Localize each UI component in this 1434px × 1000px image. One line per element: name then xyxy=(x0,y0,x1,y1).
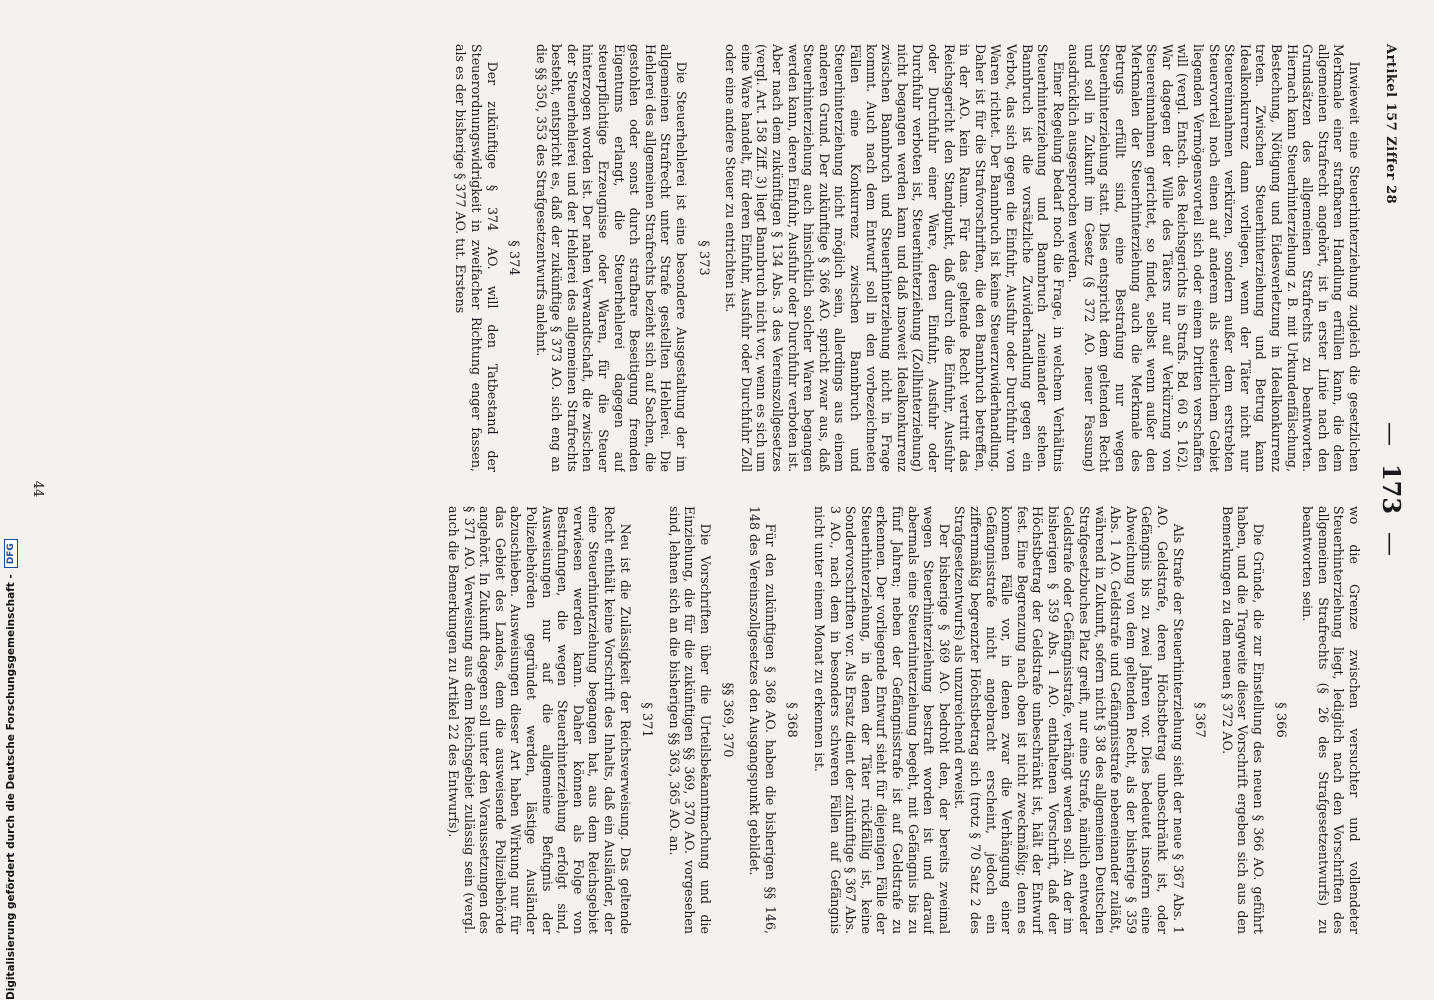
paragraph: Für den zukünftigen § 368 AO. haben die bisherigen §§ 146, 148 des Vereinszollgesetzes den Ausgangspunkt gebildet. xyxy=(747,506,778,934)
paragraph: Die Vorschriften über die Urteilsbekanntmachung und die Einziehung, die für die zukünftigen §§ 369, 370 AO. vorgesehen sind, lehnen sich an die bisherigen §§ 363, 365 AO. an. xyxy=(666,506,714,934)
paragraph: Der bisherige § 369 AO. bedroht den, der bereits zweimal wegen Steuerhinterziehung bestraft worden ist und darauf abermals eine Steuerhinterziehung begeht, mit Gefängnis bis zu fünf Jahren; neben der Gefängnisstrafe ist auf Geldstrafe zu erkennen. Der vorliegende Entwurf sieht für diejenigen Fälle der Steuerhinterziehung, in denen der Täter rückfällig ist, keine Sondervorschriften vor. Als Ersatz dient der zukünftige § 367 Abs. 3 AO., nach dem in besonders schweren Fällen auf Gefängnis nicht unter einem Monat zu erkennen ist. xyxy=(812,506,952,934)
credit-line xyxy=(4,539,18,1000)
paragraph: wo die Grenze zwischen versuchter und vollendeter Steuerhinterziehung liegt, lediglich nach den Vorschriften des allgemeinen Strafrechts (§ 26 des Strafgesetzentwurfs) zu beantworten sein. xyxy=(1300,506,1362,934)
paragraph: Neu ist die Zulässigkeit der Reichsverweisung. Das geltende Recht enthält keine Vorschrift des Inhalts, daß ein Ausländer, der eine Steuerhinterziehung begangen hat, aus dem Reichsgebiet verwiesen werden kann. Daher können als Folge von Bestrafungen, die wegen Steuerhinterziehung erfolgt sind, Ausweisungen nur auf die allgemeine Befugnis der Polizeibehörden gegründet werden, lästige Ausländer abzuschieben. Ausweisungen dieser Art haben Wirkung nur für das Gebiet des Landes, dem die ausweisende Polizeibehörde angehört. In Zukunft dagegen soll unter den Voraussetzungen des § 371 AO. Verweisung aus dem Reichsgebiet zulässig sein (vergl. auch die Bemerkungen zu Artikel 22 des Entwurfs). xyxy=(446,506,633,934)
credit-text: Digitalisierung gefördert durch die Deutsche Forschungsgemeinschaft - xyxy=(5,574,17,1000)
paragraph: Als Strafe der Steuerhinterziehung sieht der neue § 367 Abs. 1 AO. Geldstrafe, deren Höchstbetrag unbeschränkt ist, oder Gefängnis bis zu zwei Jahren vor. Dies bedeutet insofern eine Abweichung von dem geltenden Recht, als der bisherige § 359 Abs. 1 AO. Geldstrafe und Gefängnisstrafe nebeneinander zuläßt, während in Zukunft, sofern nicht § 38 des allgemeinen Deutschen Strafgesetzbuches Platz greift, nur eine Strafe, nämlich entweder Geldstrafe oder Gefängnisstrafe, verhängt werden soll. An der im bisherigen § 359 Abs. 1 AO. enthaltenen Vorschrift, daß der Höchstbetrag der Geldstrafe unbeschränkt ist, hält der Entwurf fest. Eine Begrenzung nach oben ist nicht zweckmäßig; denn es kommen Fälle vor, in denen zwar die Verhängung einer Gefängnisstrafe nicht angebracht erscheint, jedoch ein ziffernmäßig begrenzter Höchstbetrag sich (trotz § 70 Satz 2 des Strafgesetzentwurfs) als unzureichend erweist. xyxy=(952,506,1186,934)
text-columns xyxy=(152,44,1362,934)
running-head: Artikel 157 Ziffer 28 xyxy=(1383,44,1398,205)
paragraph: Die Gründe, die zur Einstellung des neuen § 366 AO. geführt haben, und die Tragweite dieser Vorschrift ergeben sich aus den Bemerkungen zu dem neuen § 372 AO. xyxy=(1219,506,1267,934)
paragraph: Der zukünftige § 374 AO. will den Tatbestand der Steuerordnungswidrigkeit in zweifacher Richtung enger fassen, als es der bisherige § 377 AO. tut. Erstens xyxy=(453,44,500,472)
printer-signature: 44 xyxy=(30,480,45,498)
dash-right: — xyxy=(1377,532,1405,557)
section-heading: § 373 xyxy=(695,240,711,276)
page-number-block xyxy=(1377,44,1406,934)
section-heading: § 374 xyxy=(506,240,522,276)
paragraph: Die Steuerhehlerei ist eine besondere Ausgestaltung der im allgemeinen Strafrecht unter Strafe gestellten Hehlerei. Die Hehlerei des allgemeinen Strafrechts bezieht sich auf Sachen, die gestohlen oder sonst durch strafbare Beseitigung fremden Eigentums erlangt, die Steuerhehlerei dagegen auf steuerpflichtige Erzeugnisse oder Waren, für die Steuer hinterzogen worden ist. Der nahen Verwandtschaft, die zwischen der Steuerhehlerei und der Hehlerei des allgemeinen Strafrechts besteht, entspricht es, daß der zukünftige § 373 AO. sich eng an die §§ 350, 353 des Strafgesetzentwurfs anlehnt. xyxy=(533,44,690,472)
digitization-credit xyxy=(0,0,22,1000)
section-heading: § 371 xyxy=(639,702,655,738)
dfg-logo-icon: DFG xyxy=(4,539,18,568)
section-heading: §§ 369, 370 xyxy=(719,682,735,758)
page-header xyxy=(1372,44,1406,934)
page-number: 173 xyxy=(1377,463,1406,515)
paragraph: Inwieweit eine Steuerhinterziehung zugleich die gesetzlichen Merkmale einer strafbaren Handlung erfüllen kann, die dem allgemeinen Strafrecht angehört, ist in erster Linie nach den Grundsätzen des allgemeinen Strafrechts zu beantworten. Hiernach kann Steuerhinterziehung z. B. mit Urkundenfälschung, Bestechung, Nötigung und Eidesverletzung in Idealkonkurrenz treten. Zwischen Steuerhinterziehung und Betrug kann Idealkonkurrenz dann vorliegen, wenn der Täter nicht nur Steuereinnahmen verkürzen, sondern außer dem erstrebten Steuervorteil noch einen auf anderem als steuerlichem Gebiet liegenden Vermögensvorteil sich oder einem Dritten verschaffen will (vergl. Entsch. des Reichsgerichts in Strafs. Bd. 60 S. 162). War dagegen der Wille des Täters nur auf Verkürzung von Steuereinnahmen gerichtet, so findet, selbst wenn außer den Merkmalen der Steuerhinterziehung auch die Merkmale des Betrugs erfüllt sind, eine Bestrafung nur wegen Steuerhinterziehung statt. Dies entspricht dem geltenden Recht und soll in Zukunft im Gesetz (§ 372 AO. neuer Fassung) ausdrücklich ausgesprochen werden. xyxy=(1066,44,1362,472)
page-footer xyxy=(30,44,45,934)
dash-left: — xyxy=(1377,421,1405,446)
paragraph: Einer Regelung bedarf noch die Frage, in welchem Verhältnis Steuerhinterziehung und Bannbruch zueinander stehen. Bannbruch ist die vorsätzliche Zuwiderhandlung gegen ein Verbot, das sich gegen die Einfuhr, Ausfuhr oder Durchfuhr von Waren richtet. Der Bannbruch ist keine Steuerzuwiderhandlung. Daher ist für die Strafvorschriften, die den Bannbruch betreffen, in der AO. kein Raum. Für das geltende Recht vertritt das Reichsgericht den Standpunkt, daß durch die Einfuhr, Ausfuhr oder Durchfuhr einer Ware, deren Einfuhr, Ausfuhr oder Durchfuhr verboten ist, Steuerhinterziehung (Zollhinterziehung) nicht begangen werden kann und daß insoweit Idealkonkurrenz zwischen Bannbruch und Steuerhinterziehung nicht in Frage kommt. Auch nach dem Entwurf soll in den vorbezeichneten Fällen eine Konkurrenz zwischen Bannbruch und Steuerhinterziehung nicht möglich sein, allerdings aus einem anderen Grund. Der zukünftige § 366 AO. spricht zwar aus, daß Steuerhinterziehung auch hinsichtlich solcher Waren begangen werden kann, deren Einfuhr, Ausfuhr oder Durchfuhr verboten ist. Aber nach dem zukünftigen § 134 Abs. 3 des Vereinszollgesetzes (vergl. Art. 158 Ziff. 3) liegt Bannbruch nicht vor, wenn es sich um eine Ware handelt, für deren Einfuhr, Ausfuhr oder Durchfuhr Zoll oder eine andere Steuer zu entrichten ist. xyxy=(723,44,1066,472)
section-heading: § 366 xyxy=(1272,702,1288,738)
column-left xyxy=(152,44,1362,472)
section-heading: § 368 xyxy=(784,702,800,738)
section-heading: § 367 xyxy=(1192,702,1208,738)
column-right xyxy=(152,506,1362,934)
